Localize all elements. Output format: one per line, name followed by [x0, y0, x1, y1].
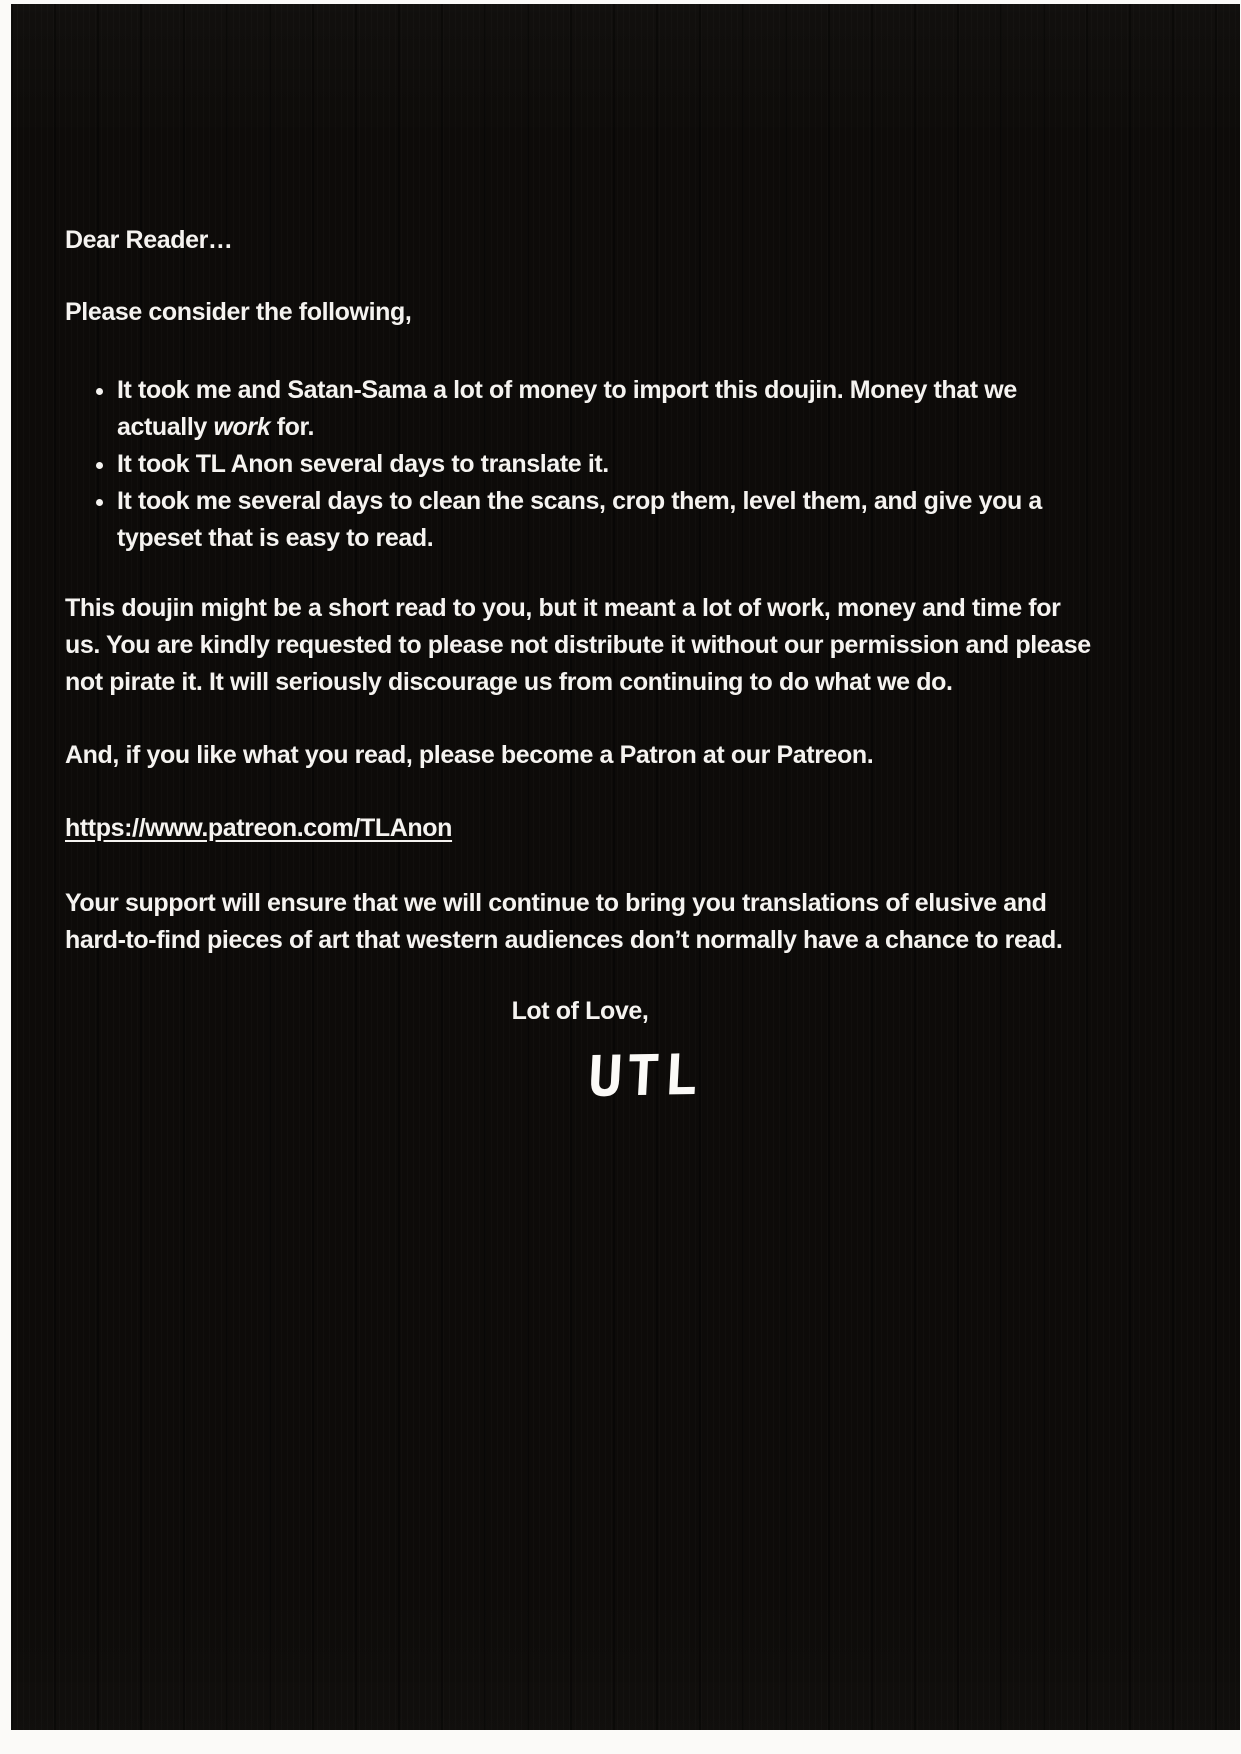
paragraph-patron: And, if you like what you read, please become a Patron at our Patreon. — [65, 741, 874, 769]
salutation: Dear Reader… — [65, 226, 233, 254]
paragraph-plea: This doujin might be a short read to you, but it meant a lot of work, money and time for us. You are kindly requested to please not distribute it without our permission and please not pirate it. It will seriously discourage us from continuing to do what we do. — [65, 594, 1091, 696]
intro-line: Please consider the following, — [65, 298, 412, 326]
signature-utl: UTL — [586, 1042, 704, 1110]
bullet-list — [65, 372, 1095, 557]
list-item — [117, 483, 1095, 557]
link-line — [65, 810, 1095, 847]
bullet-text: for. — [270, 413, 315, 441]
bullet-text: It took me and Satan-Sama a lot of money to import this doujin. Money that we actually — [117, 376, 1017, 441]
bullet-text-italic: work — [213, 413, 271, 441]
black-page — [11, 4, 1240, 1730]
bullet-text: It took me several days to clean the scans, crop them, level them, and give you a typeset that is easy to read. — [117, 487, 1042, 552]
closing-line: Lot of Love, — [511, 997, 649, 1025]
list-item — [117, 372, 1095, 446]
patreon-link[interactable]: https://www.patreon.com/TLAnon — [65, 814, 453, 842]
translator-note — [65, 222, 1095, 1108]
paragraph-support: Your support will ensure that we will continue to bring you translations of elusive and hard-to-find pieces of art that western audiences don’t normally have a chance to read. — [65, 889, 1063, 954]
bullet-text: It took TL Anon several days to translate it. — [117, 450, 609, 478]
list-item — [117, 446, 1095, 483]
